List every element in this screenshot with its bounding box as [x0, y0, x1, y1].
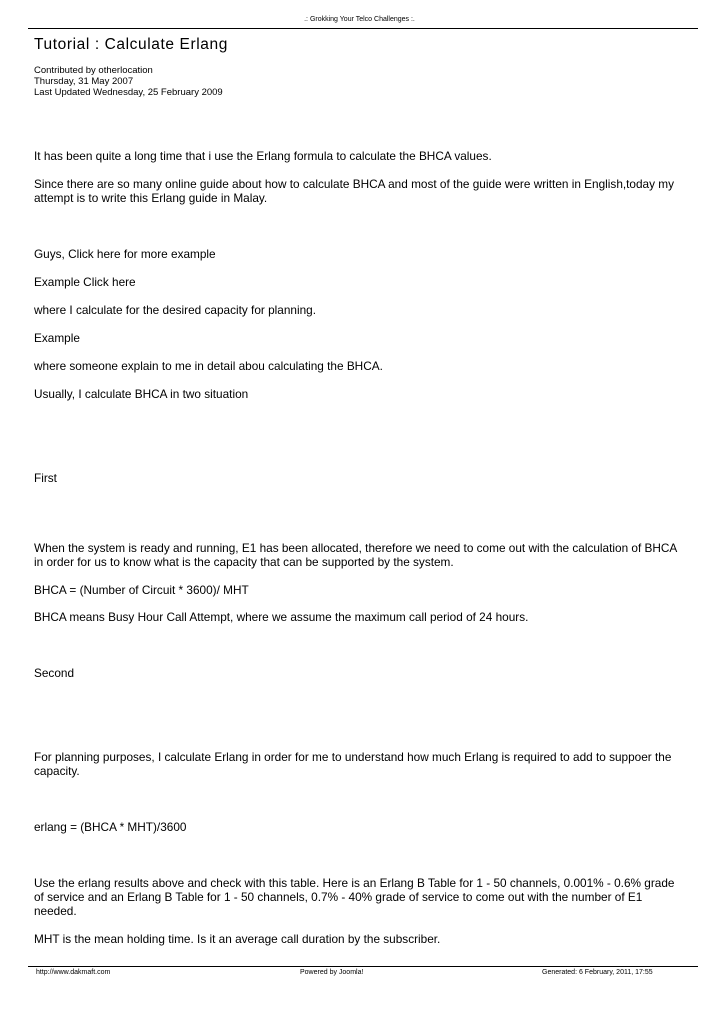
paragraph-two-situations: Usually, I calculate BHCA in two situation — [34, 387, 249, 401]
section-heading-first: First — [34, 471, 57, 485]
paragraph-more-example-link[interactable]: Guys, Click here for more example — [34, 247, 216, 261]
paragraph-motivation: Since there are so many online guide about how to calculate BHCA and most of the guide were written in English,today my attempt is to write this Erlang guide in Malay. — [34, 177, 675, 205]
footer-site-url[interactable]: http://www.dakmaft.com — [36, 969, 111, 976]
paragraph-bhca-definition: BHCA means Busy Hour Call Attempt, where we assume the maximum call period of 24 hours. — [34, 610, 529, 624]
article-updated-date: Last Updated Wednesday, 25 February 2009 — [34, 87, 223, 98]
paragraph-system-running: When the system is ready and running, E1 has been allocated, therefore we need to come out with the calculation of BHCA in order for us to know what is the capacity that can be supported by the system. — [34, 541, 677, 569]
paragraph-planning: For planning purposes, I calculate Erlang in order for me to understand how much Erlang is required to add to suppoer the capacity. — [34, 750, 672, 778]
article-title: Tutorial : Calculate Erlang — [34, 36, 228, 53]
footer-generated-date: Generated: 6 February, 2011, 17:55 — [542, 969, 653, 976]
formula-bhca: BHCA = (Number of Circuit * 3600)/ MHT — [34, 583, 249, 597]
site-header-title: .: Grokking Your Telco Challenges :. — [304, 16, 415, 23]
paragraph-bhca-explanation: where someone explain to me in detail abou calculating the BHCA. — [34, 359, 383, 373]
paragraph-erlang-table: Use the erlang results above and check with this table. Here is an Erlang B Table for 1 - 50 channels, 0.001% - 0.6% grade of service and an Erlang B Table for 1 - 50 channels, 0.7% - 40% grade of service to come out with the number of E1 needed. — [34, 876, 675, 918]
header-divider — [28, 28, 698, 29]
section-heading-second: Second — [34, 666, 75, 680]
formula-erlang: erlang = (BHCA * MHT)/3600 — [34, 820, 187, 834]
paragraph-intro: It has been quite a long time that i use the Erlang formula to calculate the BHCA values. — [34, 149, 492, 163]
paragraph-mht-definition: MHT is the mean holding time. Is it an average call duration by the subscriber. — [34, 932, 441, 946]
paragraph-example-label: Example — [34, 331, 80, 345]
paragraph-example-link[interactable]: Example Click here — [34, 275, 136, 289]
paragraph-capacity-planning: where I calculate for the desired capacity for planning. — [34, 303, 316, 317]
footer-divider — [28, 966, 698, 967]
footer-powered-by: Powered by Joomla! — [300, 969, 364, 976]
article-created-date: Thursday, 31 May 2007 — [34, 76, 134, 87]
article-author: Contributed by otherlocation — [34, 65, 153, 76]
